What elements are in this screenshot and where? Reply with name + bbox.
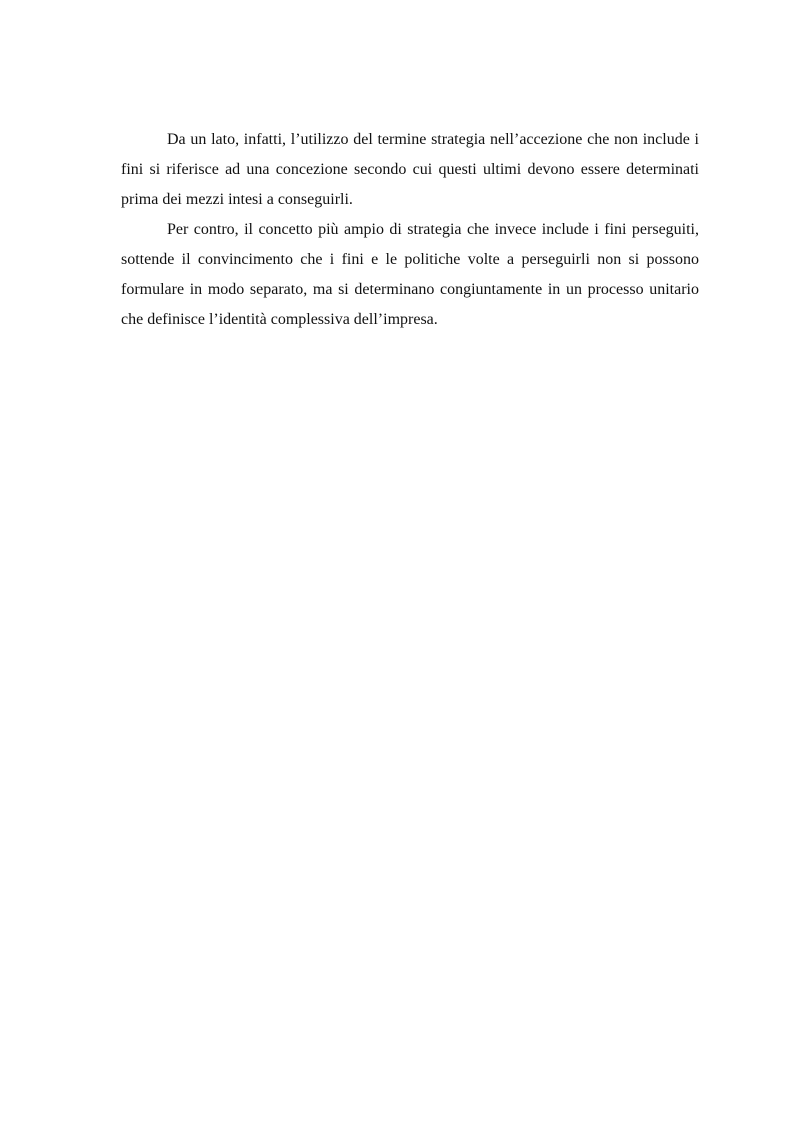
paragraph-2: Per contro, il concetto più ampio di strategia che invece include i fini perseguiti, sottende il convincimento che i fini e le politiche volte a perseguirli non si possono formulare in modo separato, ma si determinano congiuntamente in un processo unitario che definisce l’identità complessiva dell’impresa. [121,221,699,328]
paragraph-1: Da un lato, infatti, l’utilizzo del termine strategia nell’accezione che non include i fini si riferisce ad una concezione secondo cui questi ultimi devono essere determinati prima dei mezzi intesi a conseguirli. [121,131,699,208]
body-text [121,125,699,335]
